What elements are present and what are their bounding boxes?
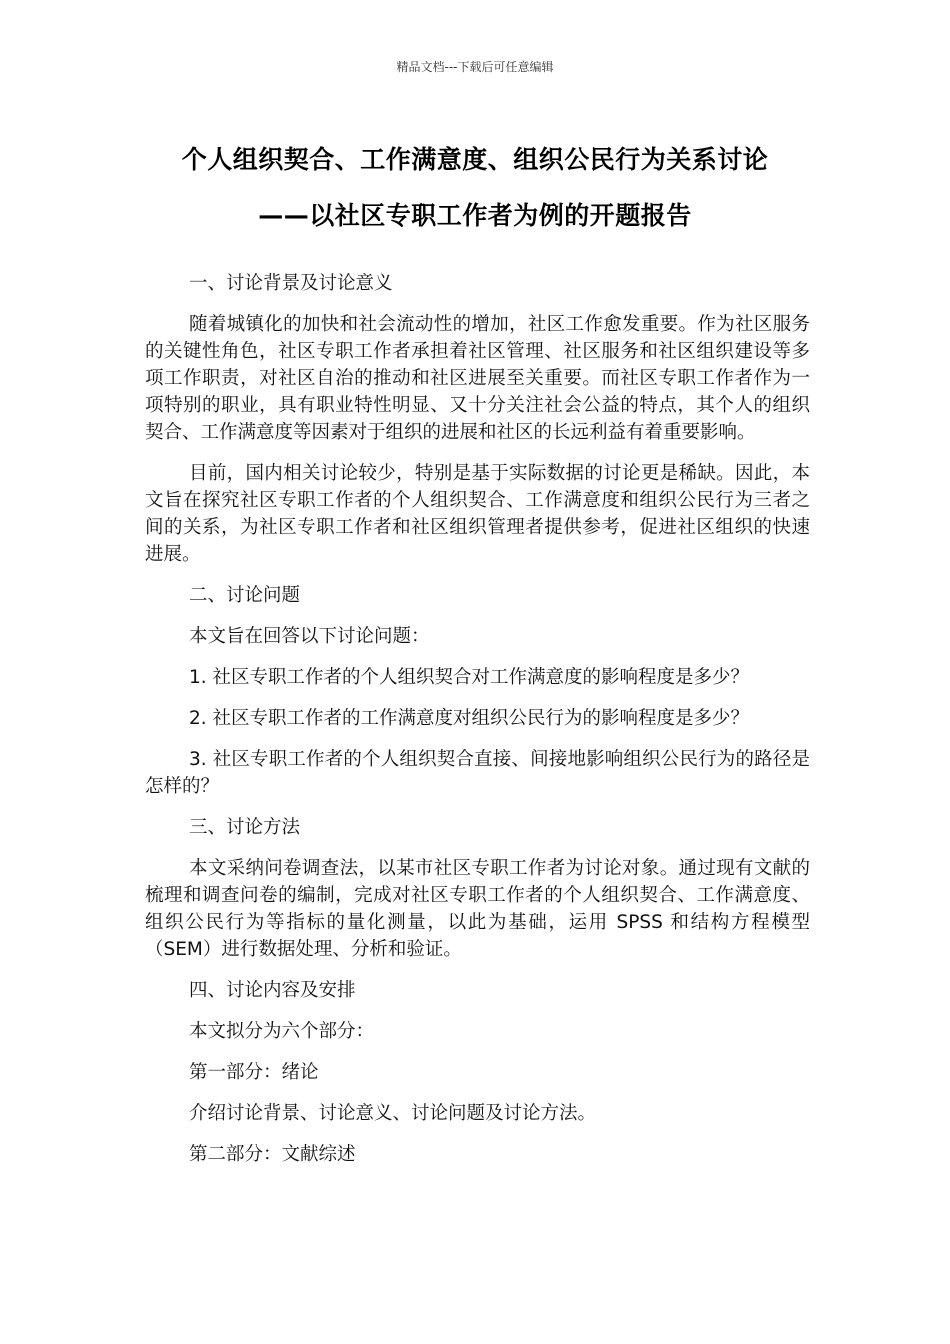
header-note: 精品文档---下载后可任意编辑 [396,60,554,74]
paragraph: 本文旨在回答以下讨论问题： [189,626,430,647]
paragraph: 第二部分：文献综述 [189,1144,356,1165]
paragraph: 本文拟分为六个部分： [189,1021,375,1042]
document-subtitle: ——以社区专职工作者为例的开题报告 [258,201,692,230]
question-item: 3. 社区专职工作者的个人组织契合直接、间接地影响组织公民行为的路径是怎样的？ [145,749,810,797]
paragraph: 目前，国内相关讨论较少，特别是基于实际数据的讨论更是稀缺。因此，本文旨在探究社区专职工作者的个人组织契合、工作满意度和组织公民行为三者之间的关系，为社区专职工作者和社区组织管理者提供参考，促进社区组织的快速进展。 [145,463,810,565]
document-body [145,270,810,1182]
section-heading: 三、讨论方法 [189,817,301,838]
paragraph: 随着城镇化的加快和社会流动性的增加，社区工作愈发重要。作为社区服务的关键性角色，社区专职工作者承担着社区管理、社区服务和社区组织建设等多项工作职责，对社区自治的推动和社区进展至关重要。而社区专职工作者作为一项特别的职业，具有职业特性明显、又十分关注社会公益的特点，其个人的组织契合、工作满意度等因素对于组织的进展和社区的长远利益有着重要影响。 [145,314,810,443]
paragraph: 第一部分：绪论 [189,1062,319,1083]
section-heading: 二、讨论问题 [189,585,301,606]
paragraph: 本文采纳问卷调查法，以某市社区专职工作者为讨论对象。通过现有文献的梳理和调查问卷的编制，完成对社区专职工作者的个人组织契合、工作满意度、组织公民行为等指标的量化测量，以此为基础，运用 SPSS 和结构方程模型（SEM）进行数据处理、分析和验证。 [145,858,810,960]
section-heading: 四、讨论内容及安排 [189,980,356,1001]
paragraph: 介绍讨论背景、讨论意义、讨论问题及讨论方法。 [189,1103,597,1124]
question-item: 1. 社区专职工作者的个人组织契合对工作满意度的影响程度是多少？ [189,667,750,688]
section-heading: 一、讨论背景及讨论意义 [189,273,393,294]
document-title: 个人组织契合、工作满意度、组织公民行为关系讨论 [181,145,769,174]
question-item: 2. 社区专职工作者的工作满意度对组织公民行为的影响程度是多少？ [189,708,750,729]
